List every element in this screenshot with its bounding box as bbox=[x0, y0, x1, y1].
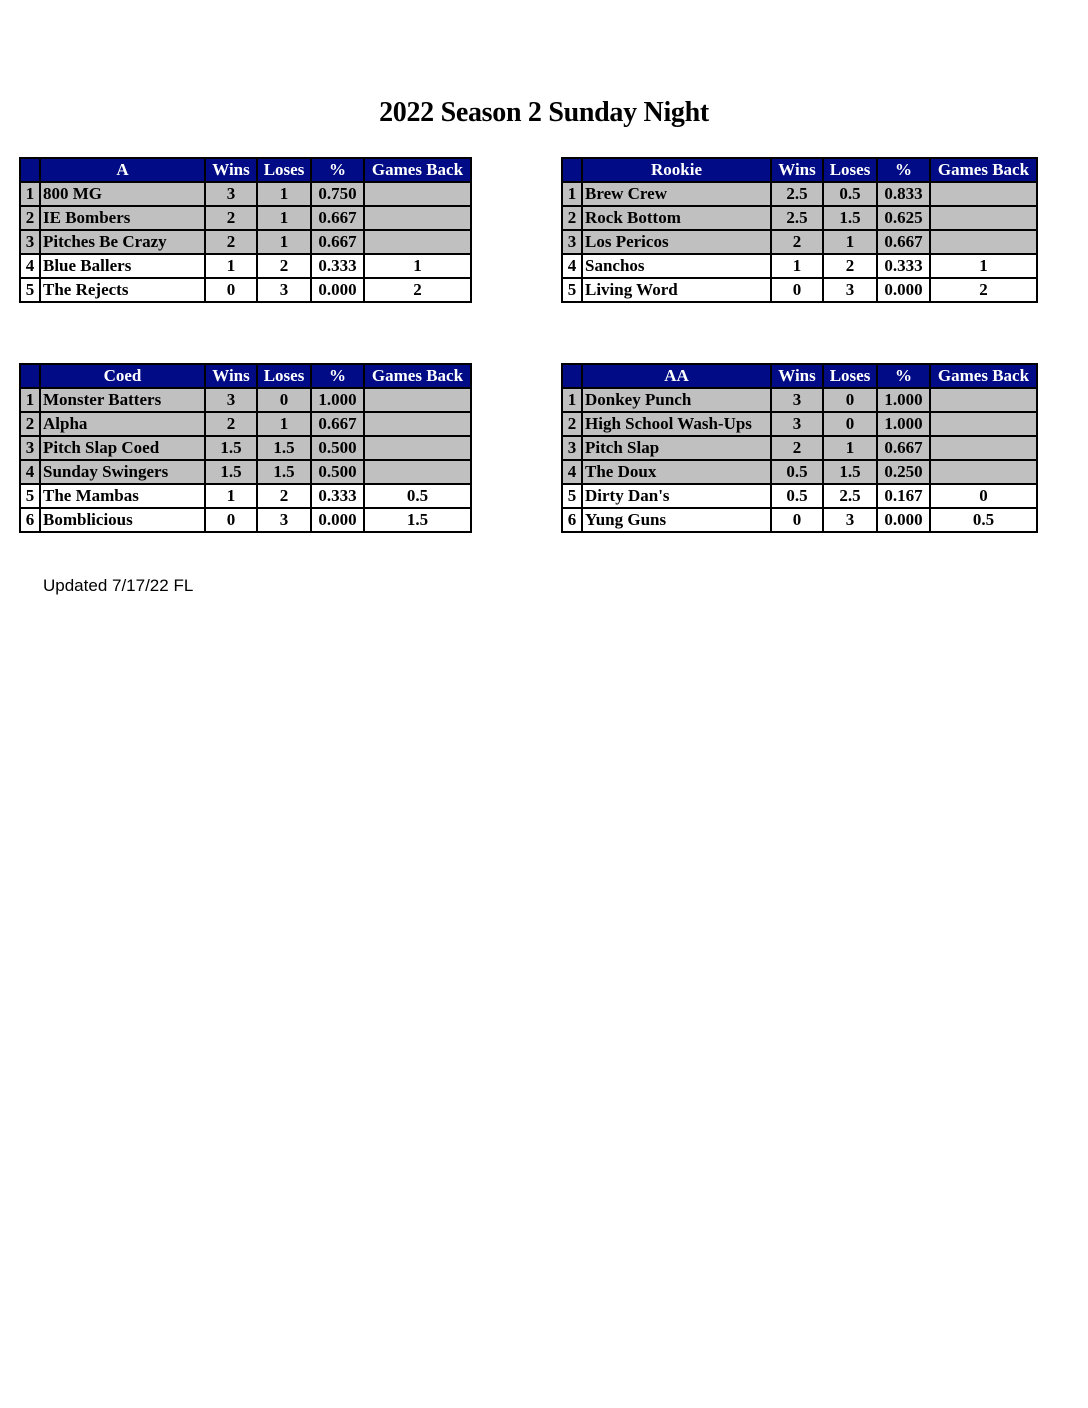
wins-header: Wins bbox=[771, 364, 823, 388]
wins-cell: 1 bbox=[205, 484, 257, 508]
team-name: Monster Batters bbox=[40, 388, 205, 412]
loses-header: Loses bbox=[823, 364, 877, 388]
wins-cell: 1.5 bbox=[205, 460, 257, 484]
pct-cell: 0.333 bbox=[311, 254, 364, 278]
loses-cell: 0 bbox=[257, 388, 311, 412]
pct-cell: 0.667 bbox=[311, 230, 364, 254]
table-row bbox=[562, 206, 1037, 230]
wins-cell: 2 bbox=[205, 206, 257, 230]
table-row bbox=[20, 230, 471, 254]
team-name: Los Pericos bbox=[582, 230, 771, 254]
pct-header: % bbox=[311, 158, 364, 182]
rank-cell: 6 bbox=[562, 508, 582, 532]
team-name: Yung Guns bbox=[582, 508, 771, 532]
loses-cell: 2 bbox=[823, 254, 877, 278]
standings-table-rookie bbox=[561, 157, 1038, 303]
wins-cell: 1 bbox=[205, 254, 257, 278]
loses-header: Loses bbox=[823, 158, 877, 182]
loses-cell: 1.5 bbox=[257, 460, 311, 484]
games-back-cell bbox=[364, 436, 471, 460]
team-name: Dirty Dan's bbox=[582, 484, 771, 508]
games-back-cell bbox=[364, 230, 471, 254]
table-row bbox=[20, 484, 471, 508]
team-name: Pitch Slap bbox=[582, 436, 771, 460]
division-name: Coed bbox=[40, 364, 205, 388]
pct-cell: 0.667 bbox=[877, 230, 930, 254]
loses-cell: 2 bbox=[257, 254, 311, 278]
table-row bbox=[20, 508, 471, 532]
rank-cell: 1 bbox=[20, 388, 40, 412]
header-row bbox=[20, 364, 471, 388]
wins-cell: 2 bbox=[205, 230, 257, 254]
division-name: AA bbox=[582, 364, 771, 388]
team-name: Sanchos bbox=[582, 254, 771, 278]
wins-cell: 2 bbox=[771, 230, 823, 254]
loses-cell: 3 bbox=[823, 508, 877, 532]
team-name: Rock Bottom bbox=[582, 206, 771, 230]
table-row bbox=[562, 484, 1037, 508]
games-back-cell: 2 bbox=[930, 278, 1037, 302]
loses-cell: 1 bbox=[257, 182, 311, 206]
table-row bbox=[562, 278, 1037, 302]
loses-cell: 3 bbox=[257, 508, 311, 532]
loses-header: Loses bbox=[257, 364, 311, 388]
team-name: Bomblicious bbox=[40, 508, 205, 532]
rank-cell: 5 bbox=[20, 278, 40, 302]
pct-cell: 0.167 bbox=[877, 484, 930, 508]
rank-cell: 2 bbox=[20, 206, 40, 230]
page-title: 2022 Season 2 Sunday Night bbox=[379, 97, 709, 128]
pct-cell: 0.000 bbox=[877, 278, 930, 302]
loses-cell: 1 bbox=[823, 230, 877, 254]
team-name: Living Word bbox=[582, 278, 771, 302]
rank-cell: 4 bbox=[20, 254, 40, 278]
pct-cell: 0.667 bbox=[311, 412, 364, 436]
pct-header: % bbox=[311, 364, 364, 388]
pct-cell: 0.250 bbox=[877, 460, 930, 484]
team-name: Sunday Swingers bbox=[40, 460, 205, 484]
games-back-cell bbox=[930, 460, 1037, 484]
loses-cell: 3 bbox=[257, 278, 311, 302]
games-back-header: Games Back bbox=[364, 158, 471, 182]
wins-cell: 3 bbox=[205, 182, 257, 206]
wins-cell: 0.5 bbox=[771, 484, 823, 508]
table-row bbox=[562, 436, 1037, 460]
pct-cell: 0.333 bbox=[311, 484, 364, 508]
loses-cell: 1.5 bbox=[823, 206, 877, 230]
loses-cell: 0 bbox=[823, 412, 877, 436]
wins-cell: 0 bbox=[205, 508, 257, 532]
loses-cell: 0.5 bbox=[823, 182, 877, 206]
table-row bbox=[20, 182, 471, 206]
table-row bbox=[20, 206, 471, 230]
loses-cell: 0 bbox=[823, 388, 877, 412]
table-row bbox=[562, 254, 1037, 278]
team-name: Alpha bbox=[40, 412, 205, 436]
games-back-cell: 0.5 bbox=[364, 484, 471, 508]
wins-cell: 0 bbox=[771, 278, 823, 302]
loses-cell: 1.5 bbox=[823, 460, 877, 484]
pct-cell: 0.833 bbox=[877, 182, 930, 206]
loses-cell: 1.5 bbox=[257, 436, 311, 460]
table-row bbox=[562, 460, 1037, 484]
team-name: 800 MG bbox=[40, 182, 205, 206]
wins-cell: 3 bbox=[771, 388, 823, 412]
wins-cell: 2 bbox=[205, 412, 257, 436]
games-back-cell bbox=[364, 206, 471, 230]
pct-cell: 0.500 bbox=[311, 436, 364, 460]
games-back-cell: 1 bbox=[930, 254, 1037, 278]
games-back-cell bbox=[364, 412, 471, 436]
games-back-cell bbox=[930, 182, 1037, 206]
loses-header: Loses bbox=[257, 158, 311, 182]
pct-header: % bbox=[877, 364, 930, 388]
wins-cell: 0.5 bbox=[771, 460, 823, 484]
team-name: Brew Crew bbox=[582, 182, 771, 206]
rank-cell: 3 bbox=[562, 230, 582, 254]
wins-cell: 3 bbox=[205, 388, 257, 412]
table-row bbox=[20, 254, 471, 278]
pct-cell: 0.333 bbox=[877, 254, 930, 278]
pct-cell: 0.000 bbox=[311, 508, 364, 532]
pct-cell: 1.000 bbox=[311, 388, 364, 412]
games-back-cell bbox=[930, 436, 1037, 460]
games-back-cell: 1.5 bbox=[364, 508, 471, 532]
rank-cell: 3 bbox=[20, 230, 40, 254]
table-row bbox=[20, 388, 471, 412]
loses-cell: 1 bbox=[823, 436, 877, 460]
loses-cell: 2.5 bbox=[823, 484, 877, 508]
table-row bbox=[20, 278, 471, 302]
wins-cell: 2 bbox=[771, 436, 823, 460]
table-row bbox=[562, 230, 1037, 254]
games-back-cell bbox=[364, 388, 471, 412]
wins-header: Wins bbox=[205, 158, 257, 182]
loses-cell: 3 bbox=[823, 278, 877, 302]
team-name: Pitch Slap Coed bbox=[40, 436, 205, 460]
team-name: Blue Ballers bbox=[40, 254, 205, 278]
rank-cell: 1 bbox=[562, 388, 582, 412]
rank-cell: 3 bbox=[562, 436, 582, 460]
wins-cell: 2.5 bbox=[771, 182, 823, 206]
games-back-cell: 0.5 bbox=[930, 508, 1037, 532]
games-back-cell bbox=[364, 182, 471, 206]
rank-cell: 2 bbox=[20, 412, 40, 436]
rank-cell: 4 bbox=[562, 254, 582, 278]
games-back-cell bbox=[930, 388, 1037, 412]
rank-header bbox=[562, 158, 582, 182]
wins-cell: 1.5 bbox=[205, 436, 257, 460]
wins-header: Wins bbox=[771, 158, 823, 182]
pct-header: % bbox=[877, 158, 930, 182]
standings-table-coed bbox=[19, 363, 472, 533]
rank-cell: 1 bbox=[20, 182, 40, 206]
rank-header bbox=[20, 158, 40, 182]
pct-cell: 0.625 bbox=[877, 206, 930, 230]
team-name: The Rejects bbox=[40, 278, 205, 302]
header-row bbox=[562, 158, 1037, 182]
games-back-cell: 1 bbox=[364, 254, 471, 278]
table-row bbox=[20, 436, 471, 460]
division-name: A bbox=[40, 158, 205, 182]
games-back-header: Games Back bbox=[364, 364, 471, 388]
team-name: The Mambas bbox=[40, 484, 205, 508]
rank-cell: 2 bbox=[562, 412, 582, 436]
table-row bbox=[20, 412, 471, 436]
updated-note: Updated 7/17/22 FL bbox=[43, 576, 194, 595]
games-back-cell bbox=[930, 230, 1037, 254]
standings-table-a bbox=[19, 157, 472, 303]
rank-cell: 5 bbox=[562, 484, 582, 508]
header-row bbox=[562, 364, 1037, 388]
games-back-cell: 0 bbox=[930, 484, 1037, 508]
pct-cell: 0.667 bbox=[877, 436, 930, 460]
team-name: IE Bombers bbox=[40, 206, 205, 230]
games-back-header: Games Back bbox=[930, 158, 1037, 182]
table-row bbox=[562, 412, 1037, 436]
division-name: Rookie bbox=[582, 158, 771, 182]
rank-cell: 1 bbox=[562, 182, 582, 206]
rank-cell: 6 bbox=[20, 508, 40, 532]
games-back-cell: 2 bbox=[364, 278, 471, 302]
wins-cell: 0 bbox=[205, 278, 257, 302]
loses-cell: 1 bbox=[257, 230, 311, 254]
pct-cell: 0.000 bbox=[311, 278, 364, 302]
pct-cell: 1.000 bbox=[877, 388, 930, 412]
loses-cell: 1 bbox=[257, 206, 311, 230]
wins-cell: 3 bbox=[771, 412, 823, 436]
loses-cell: 1 bbox=[257, 412, 311, 436]
wins-header: Wins bbox=[205, 364, 257, 388]
team-name: The Doux bbox=[582, 460, 771, 484]
games-back-cell bbox=[930, 412, 1037, 436]
wins-cell: 2.5 bbox=[771, 206, 823, 230]
rank-cell: 4 bbox=[562, 460, 582, 484]
pct-cell: 0.667 bbox=[311, 206, 364, 230]
header-row bbox=[20, 158, 471, 182]
pct-cell: 0.750 bbox=[311, 182, 364, 206]
team-name: Donkey Punch bbox=[582, 388, 771, 412]
table-row bbox=[562, 388, 1037, 412]
rank-cell: 5 bbox=[20, 484, 40, 508]
rank-header bbox=[20, 364, 40, 388]
wins-cell: 1 bbox=[771, 254, 823, 278]
games-back-cell bbox=[364, 460, 471, 484]
pct-cell: 1.000 bbox=[877, 412, 930, 436]
wins-cell: 0 bbox=[771, 508, 823, 532]
pct-cell: 0.000 bbox=[877, 508, 930, 532]
team-name: High School Wash-Ups bbox=[582, 412, 771, 436]
rank-cell: 3 bbox=[20, 436, 40, 460]
rank-cell: 2 bbox=[562, 206, 582, 230]
games-back-header: Games Back bbox=[930, 364, 1037, 388]
table-row bbox=[562, 182, 1037, 206]
team-name: Pitches Be Crazy bbox=[40, 230, 205, 254]
rank-cell: 5 bbox=[562, 278, 582, 302]
table-row bbox=[562, 508, 1037, 532]
rank-header bbox=[562, 364, 582, 388]
loses-cell: 2 bbox=[257, 484, 311, 508]
standings-table-aa bbox=[561, 363, 1038, 533]
pct-cell: 0.500 bbox=[311, 460, 364, 484]
table-row bbox=[20, 460, 471, 484]
games-back-cell bbox=[930, 206, 1037, 230]
rank-cell: 4 bbox=[20, 460, 40, 484]
